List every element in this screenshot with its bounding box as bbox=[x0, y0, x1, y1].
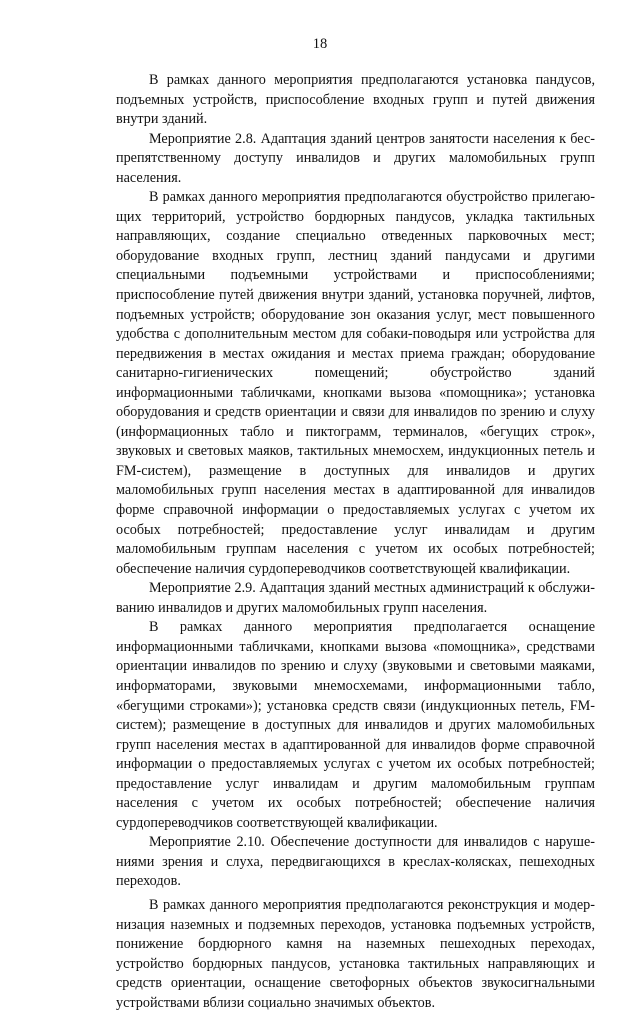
document-body bbox=[116, 71, 595, 1013]
paragraph-measure-2-8-details: В рамках данного мероприятия предполагаются обустройство прилегающих территорий, устройство бордюрных пандусов, укладка тактильных направляющих, создание специально отведенных парковочных мест; оборудование входных групп, лестниц зданий пандусами и другими специальными подъемными устройствами и приспособлениями; приспособление путей движения внутри зданий, установка поручней, лифтов, подъемных устройств; оборудование зон оказания услуг, мест повышенного удобства с дополнительным местом для собаки-поводыря или устройства для передвижения в местах ожидания и местах приема граждан; оборудование санитарно-гигиенических помещений; обустройство зданий информационными табличками, кнопками вызова «помощника»; установка оборудования и средств ориентации и связи для инвалидов по зрению и слуху (информационных табло и пиктограмм, терминалов, «бегущих строк», звуковых и световых маяков, тактильных мнемосхем, индукционных петель и FM-систем), размещение в доступных для инвалидов и других маломобильных групп населения местах в адаптированной для инвалидов форме справочной информации о предоставляемых услугах с учетом их особых потребностей; предоставление услуг инвалидам и другим маломобильным группам населения с учетом их особых потребностей; обеспечение наличия сурдопереводчиков соответствующей квалификации. bbox=[116, 189, 595, 577]
paragraph-measure-2-9-details: В рамках данного мероприятия предполагается оснащение информационными табличками, кнопками вызова «помощника», средствами ориентации инвалидов по зрению и слуху (звуковыми и световыми маяками, информаторами, звуковыми мнемосхемами, информационными табло, «бегущими строками»); установка средств связи (индукционных петель, FM-систем); размещение в доступных для инвалидов и других маломобильных групп населения местах в адаптированной для инвалидов форме справочной информации о предоставляемых услугах с учетом их особых потребностей; предоставление услуг инвалидам и другим маломобильным группам населения с учетом их особых потребностей; обеспечение наличия сурдопереводчиков соответствующей квалификации. bbox=[116, 619, 595, 831]
paragraph-measure-2-10-details: В рамках данного мероприятия предполагаются реконструкция и модернизация наземных и подземных переходов, установка подъемных устройств, понижение бордюрного камня на наземных пешеходных переходах, устройство бордюрных пандусов, установка тактильных направляющих и средств ориентации, оснащение светофорных объектов звукосигнальными устройствами вблизи социально значимых объектов. bbox=[116, 896, 595, 1011]
paragraph-ramps-installation: В рамках данного мероприятия предполагаются установка пандусов, подъемных устройств, приспособление входных групп и путей движения внутри зданий. bbox=[116, 72, 595, 128]
paragraph-measure-2-10-title: Мероприятие 2.10. Обеспечение доступности для инвалидов с нарушениями зрения и слуха, передвигающихся в креслах-колясках, пешеходных переходов. bbox=[116, 834, 595, 890]
page-number: 18 bbox=[312, 36, 328, 52]
paragraph-measure-2-8-title: Мероприятие 2.8. Адаптация зданий центров занятости населения к беспрепятственному доступу инвалидов и других маломобильных групп населения. bbox=[116, 130, 595, 186]
paragraph-measure-2-9-title: Мероприятие 2.9. Адаптация зданий местных администраций к обслуживанию инвалидов и других маломобильных групп населения. bbox=[116, 580, 595, 616]
